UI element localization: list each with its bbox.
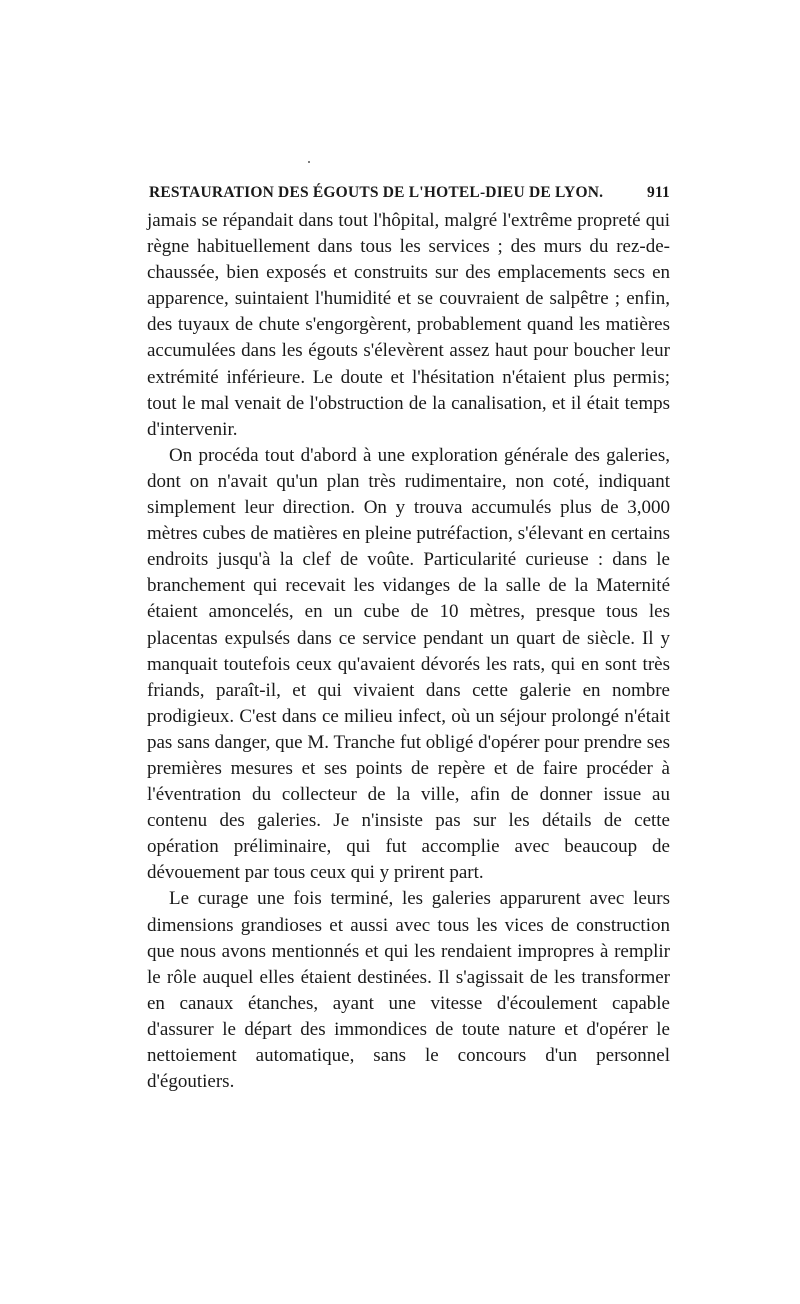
page-number: 911: [647, 184, 670, 201]
running-head: [149, 182, 670, 204]
paragraph-continued: jamais se répandait dans tout l'hôpital, malgré l'extrême propreté qui règne habituellement dans tous les services ; des murs du rez-de-chaussée, bien exposés et construits sur des emplacements secs en apparence, suintaient l'humidité et se couvraient de salpêtre ; enfin, des tuyaux de chute s'engorgèrent, probablement quand les matières accumulées dans les égouts s'élevèrent assez haut pour boucher leur extrémité inférieure. Le doute et l'hésitation n'étaient plus permis; tout le mal venait de l'obstruction de la canalisation, et il était temps d'intervenir.: [147, 210, 670, 440]
paragraph-curage: Le curage une fois terminé, les galeries apparurent avec leurs dimensions grandioses et aussi avec tous les vices de construction que nous avons mentionnés et qui les rendaient impropres à remplir le rôle auquel elles étaient destinées. Il s'agissait de les transformer en canaux étanches, ayant une vitesse d'écoulement capable d'assurer le départ des immondices de toute nature et d'opérer le nettoiement automatique, sans le concours d'un personnel d'égoutiers.: [147, 888, 670, 1093]
paragraph-exploration: On procéda tout d'abord à une exploration générale des galeries, dont on n'avait qu'un plan très rudimentaire, non coté, indiquant simplement leur direction. On y trouva accumulés plus de 3,000 mètres cubes de matières en pleine putréfaction, s'élevant en certains endroits jusqu'à la clef de voûte. Particularité curieuse : dans le branchement qui recevait les vidanges de la salle de la Maternité étaient amoncelés, en un cube de 10 mètres, presque tous les placentas expulsés dans ce service pendant un quart de siècle. Il y manquait toutefois ceux qu'avaient dévorés les rats, qui en sont très friands, paraît-il, et qui vivaient dans cette galerie en nombre prodigieux. C'est dans ce milieu infect, où un séjour prolongé n'était pas sans danger, que M. Tranche fut obligé d'opérer pour prendre ses premières mesures et ses points de repère et de faire procéder à l'éventration du collecteur de la ville, afin de donner issue au contenu des galeries. Je n'insiste pas sur les détails de cette opération préliminaire, qui fut accomplie avec beaucoup de dévouement par tous ceux qui y prirent part.: [147, 444, 670, 884]
document-page: [147, 182, 670, 1095]
running-head-title: RESTAURATION DES ÉGOUTS DE L'HOTEL-DIEU DE LYON.: [149, 184, 604, 201]
ink-speck: [308, 161, 310, 163]
